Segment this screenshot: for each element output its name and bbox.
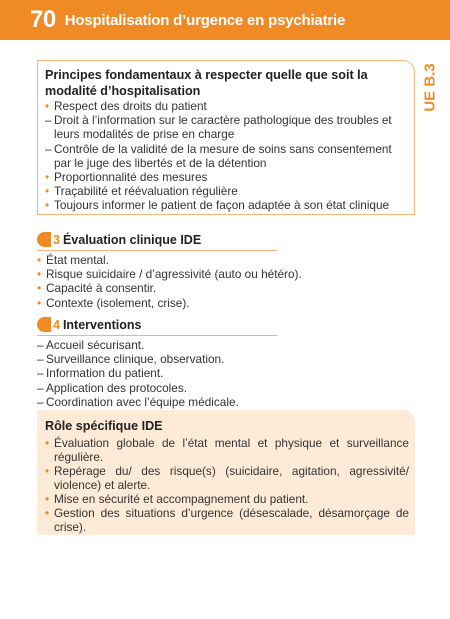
side-tab [416, 52, 444, 122]
list-item: – Contrôle de la validité de la mesure de soins sans consentement par le juge des libertés et de la détention [45, 141, 392, 170]
list-item: – Application des protocoles. [37, 380, 187, 395]
section-title: Évaluation clinique IDE [62, 232, 202, 247]
section-marker [37, 317, 51, 332]
page-header [0, 0, 450, 40]
section-number: 4 [53, 317, 60, 332]
list-item: – Coordination avec l’équipe médicale. [37, 394, 239, 409]
list-item: • Évaluation globale de l’état mental et physique et surveillance régulière. [45, 436, 409, 464]
section-divider [37, 335, 277, 336]
side-tab-label: UE B.3 [421, 62, 439, 112]
chapter-title: Hospitalisation d’urgence en psychiatrie [64, 11, 346, 29]
list-item: • Repérage du/ des risque(s) (suicidaire, agitation, agressivité/ violence) et alerte. [45, 464, 409, 492]
section-4-heading [37, 317, 141, 332]
section-number: 3 [53, 232, 60, 247]
list-item: • Capacité à consentir. [37, 281, 157, 296]
role-title: Rôle spécifique IDE [45, 419, 163, 433]
list-item: – Accueil sécurisant. [37, 338, 145, 352]
role-list [45, 436, 409, 534]
list-item: • Contexte (isolement, crise). [37, 295, 190, 310]
list-item: • Gestion des situations d’urgence (désescalade, désamorçage de crise). [45, 506, 409, 534]
list-item: • Risque suicidaire / d’agressivité (auto ou hétéro). [37, 267, 302, 282]
list-item: – Surveillance clinique, observation. [37, 352, 225, 367]
section-marker [37, 232, 51, 247]
list-item: – Information du patient. [37, 366, 164, 381]
list-item: – Droit à l’information sur le caractère pathologique des troubles et leurs modalités de prise en charge [45, 113, 392, 142]
section-divider [37, 250, 277, 251]
list-item: • Toujours informer le patient de façon adaptée à son état clinique [45, 198, 390, 213]
list-item: • État mental. [37, 253, 109, 267]
section-4-list [37, 338, 417, 409]
page-number: 70 [30, 6, 56, 33]
principles-list [45, 99, 408, 213]
list-item: • Proportionnalité des mesures [45, 170, 208, 185]
principles-title: Principes fondamentaux à respecter quelle que soit la modalité d’hospitalisation [45, 68, 368, 98]
role-box [37, 410, 415, 535]
section-3-heading [37, 232, 201, 247]
section-3-list [37, 253, 417, 310]
list-item: • Respect des droits du patient [45, 99, 207, 113]
list-item: • Traçabilité et réévaluation régulière [45, 184, 238, 199]
list-item: • Mise en sécurité et accompagnement du patient. [45, 492, 309, 506]
principles-box [37, 60, 415, 215]
section-title: Interventions [62, 317, 142, 332]
